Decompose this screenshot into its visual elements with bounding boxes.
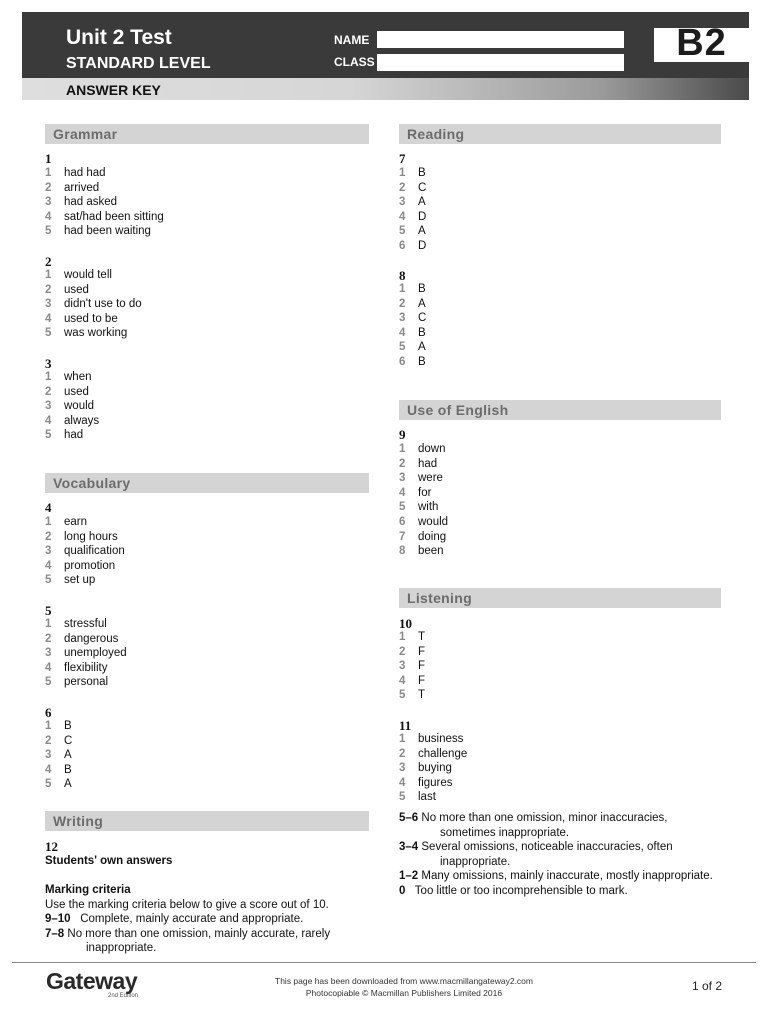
answer-row	[399, 471, 448, 486]
answer-row	[45, 734, 72, 749]
answer-row	[399, 747, 467, 762]
exercise-number: 12	[45, 839, 58, 854]
section-title: Reading	[407, 126, 465, 142]
answer-number: 5	[45, 778, 52, 791]
answer-number: 4	[45, 661, 52, 674]
answer-number: 2	[399, 645, 406, 658]
answer-row	[399, 442, 448, 457]
exercise-number: 11	[399, 718, 412, 733]
answer-row	[45, 297, 142, 312]
answer-row	[399, 776, 467, 791]
answer-number: 8	[399, 545, 406, 558]
answer-text: qualification	[64, 545, 125, 558]
answer-row	[45, 515, 125, 530]
answer-text: dangerous	[64, 632, 119, 645]
answer-text: didn't use to do	[64, 298, 142, 311]
answer-text: had	[418, 457, 438, 470]
answer-text: was working	[64, 327, 128, 340]
answer-number: 3	[399, 196, 406, 209]
exercise-number: 4	[45, 500, 52, 515]
download-notice: This page has been downloaded from www.macmillangateway2.com	[275, 976, 533, 986]
class-field[interactable]	[377, 54, 624, 71]
answer-row	[399, 166, 426, 181]
exercise-number: 10	[399, 616, 412, 631]
answer-text: for	[418, 486, 432, 499]
answer-row	[399, 181, 426, 196]
answer-list	[45, 617, 127, 690]
answer-text: would tell	[64, 269, 112, 281]
answer-number: 2	[45, 734, 52, 747]
answer-text: D	[418, 210, 427, 223]
answer-text: F	[418, 645, 426, 658]
answer-text: would	[64, 400, 95, 413]
answer-number: 3	[399, 660, 406, 673]
band-score: 0	[399, 884, 406, 897]
answer-row	[45, 530, 125, 545]
answer-text: sat/had been sitting	[64, 210, 164, 223]
section-grammar	[45, 124, 369, 144]
answer-row	[399, 355, 426, 370]
footer-divider	[12, 962, 756, 963]
section-title: Use of English	[407, 402, 509, 418]
answer-row	[45, 544, 125, 559]
answer-text: always	[64, 414, 100, 427]
answer-text: A	[64, 778, 72, 791]
answer-number: 3	[45, 298, 52, 311]
answer-row	[45, 632, 127, 647]
answer-row	[399, 515, 448, 530]
level-badge-text: B2	[676, 22, 727, 64]
section-writing	[45, 811, 369, 831]
answer-number: 2	[45, 530, 52, 543]
answer-text: set up	[64, 574, 96, 587]
header-bar	[22, 12, 749, 100]
answer-text: C	[64, 734, 73, 747]
answer-row	[399, 674, 425, 689]
answer-number: 5	[399, 225, 406, 238]
edition-label: 2nd Edition	[108, 993, 139, 999]
exercise-number: 9	[399, 427, 406, 442]
answer-row	[399, 297, 426, 312]
answer-row	[45, 646, 127, 661]
answer-text: F	[418, 660, 426, 673]
answer-number: 3	[45, 749, 52, 762]
answer-text: had	[64, 429, 84, 442]
answer-row	[45, 370, 99, 385]
answer-row	[45, 573, 125, 588]
answer-text: were	[418, 472, 443, 485]
answer-text: personal	[64, 676, 109, 689]
answer-number: 4	[45, 763, 52, 776]
answer-text: stressful	[64, 618, 107, 630]
answer-number: 6	[399, 515, 406, 528]
answer-row	[45, 414, 99, 429]
answer-text: challenge	[418, 747, 468, 760]
band-text: Many omissions, mainly inaccurate, mostly inappropriate.	[421, 870, 713, 883]
answer-text: would	[418, 515, 449, 528]
answer-row	[45, 312, 142, 327]
answer-number: 5	[45, 574, 52, 587]
answer-text: long hours	[64, 530, 118, 543]
answer-number: 5	[45, 225, 52, 238]
answer-number: 6	[399, 355, 406, 368]
answer-number: 1	[45, 720, 52, 732]
page-title: Unit 2 Test	[66, 26, 172, 49]
answer-text: F	[418, 674, 426, 687]
answer-text: had had	[64, 167, 106, 179]
band-text: Too little or too incomprehensible to mark.	[414, 884, 628, 897]
answer-text: D	[418, 239, 427, 252]
answer-number: 1	[399, 443, 406, 455]
criteria-band	[45, 912, 330, 956]
answer-number: 2	[45, 283, 52, 296]
level-badge	[654, 22, 749, 64]
answer-text: had been waiting	[64, 225, 151, 238]
band-text: No more than one omission, mainly accurate, rarely	[67, 927, 331, 940]
exercise-number: 3	[45, 356, 52, 371]
answer-number: 1	[45, 618, 52, 630]
answer-number: 1	[45, 167, 52, 179]
answer-number: 5	[45, 429, 52, 442]
answer-row	[399, 659, 425, 674]
answer-row	[399, 530, 448, 545]
answer-text: A	[64, 749, 72, 762]
answer-row	[399, 326, 426, 341]
answer-number: 4	[45, 312, 52, 325]
answer-text: used	[64, 385, 89, 398]
answer-row	[399, 688, 425, 703]
band-score: 7–8	[45, 927, 65, 940]
criteria-heading: Marking criteria	[45, 884, 131, 896]
section-listening	[399, 588, 721, 608]
exercise-number: 2	[45, 254, 52, 269]
level-label: STANDARD LEVEL	[66, 55, 211, 72]
answer-text: arrived	[64, 181, 100, 194]
answer-list	[45, 370, 99, 443]
answer-text: unemployed	[64, 647, 127, 660]
band-text: inappropriate.	[86, 942, 157, 955]
answer-text: flexibility	[64, 661, 108, 674]
answer-row	[399, 210, 426, 225]
answer-row	[45, 428, 99, 443]
answer-number: 4	[399, 326, 406, 339]
band-text: inappropriate.	[440, 855, 511, 868]
answer-row	[45, 326, 142, 341]
band-score: 3–4	[399, 841, 419, 854]
answer-number: 5	[45, 327, 52, 340]
band-text: sometimes inappropriate.	[440, 826, 570, 839]
answer-number: 2	[45, 181, 52, 194]
answer-text: T	[418, 689, 426, 702]
answer-row	[399, 645, 425, 660]
students-answers: Students' own answers	[45, 855, 173, 867]
answer-number: 2	[399, 181, 406, 194]
name-field[interactable]	[377, 31, 624, 48]
band-text: Several omissions, noticeable inaccuracies, often	[421, 841, 673, 854]
answer-row	[399, 790, 467, 805]
band-text: Complete, mainly accurate and appropriate.	[80, 913, 304, 925]
answer-text: promotion	[64, 559, 116, 572]
answer-row	[45, 777, 72, 792]
answer-number: 5	[399, 689, 406, 702]
exercise-number: 7	[399, 151, 406, 166]
answer-number: 1	[399, 631, 406, 643]
section-title: Listening	[407, 590, 472, 606]
answer-number: 3	[45, 647, 52, 660]
band-text: No more than one omission, minor inaccuracies,	[421, 812, 668, 824]
answer-row	[45, 661, 127, 676]
criteria-intro: Use the marking criteria below to give a score out of 10.	[45, 899, 329, 911]
answer-key-label: ANSWER KEY	[66, 82, 161, 98]
band-score: 5–6	[399, 812, 419, 824]
answer-text: B	[418, 326, 426, 339]
answer-number: 2	[45, 385, 52, 398]
answer-number: 4	[399, 486, 406, 499]
answer-row	[399, 282, 426, 297]
answer-row	[45, 268, 142, 283]
section-reading	[399, 124, 721, 144]
answer-number: 5	[45, 676, 52, 689]
answer-text: used	[64, 283, 89, 296]
answer-number: 2	[399, 297, 406, 310]
answer-list	[399, 442, 448, 559]
exercise-number: 8	[399, 268, 406, 283]
answer-row	[399, 311, 426, 326]
answer-number: 4	[399, 674, 406, 687]
name-label: NAME	[334, 33, 370, 47]
section-title: Writing	[53, 813, 104, 829]
answer-text: business	[418, 733, 464, 745]
answer-number: 3	[45, 400, 52, 413]
answer-text: A	[418, 297, 426, 310]
answer-row	[399, 486, 448, 501]
answer-list	[45, 166, 164, 239]
answer-text: B	[418, 167, 426, 179]
answer-row	[45, 224, 164, 239]
section-title: Grammar	[53, 126, 118, 142]
class-label: CLASS	[334, 55, 375, 69]
answer-number: 4	[399, 776, 406, 789]
answer-row	[45, 763, 72, 778]
answer-list	[45, 719, 72, 792]
answer-number: 2	[45, 632, 52, 645]
gateway-logo: Gateway	[46, 968, 138, 994]
exercise-number: 6	[45, 705, 52, 720]
page-number: 1 of 2	[692, 979, 723, 993]
answer-row	[399, 500, 448, 515]
answer-number: 4	[399, 210, 406, 223]
answer-row	[399, 195, 426, 210]
section-vocabulary	[45, 473, 369, 493]
answer-list	[399, 630, 425, 703]
answer-row	[45, 181, 164, 196]
exercise-number: 5	[45, 603, 52, 618]
answer-text: down	[418, 443, 446, 455]
answer-text: with	[418, 501, 439, 514]
section-use-of-english	[399, 400, 721, 420]
answer-text: used to be	[64, 312, 118, 325]
exercise-number: 1	[45, 151, 52, 166]
answer-row	[399, 630, 425, 645]
answer-number: 5	[399, 341, 406, 354]
answer-text: earn	[64, 516, 88, 528]
answer-text: had asked	[64, 196, 118, 209]
answer-row	[45, 559, 125, 574]
answer-number: 2	[399, 457, 406, 470]
answer-number: 1	[45, 516, 52, 528]
answer-number: 4	[45, 210, 52, 223]
answer-number: 6	[399, 239, 406, 252]
band-score: 1–2	[399, 870, 419, 883]
answer-text: when	[64, 371, 92, 383]
answer-text: A	[418, 225, 426, 238]
answer-number: 4	[45, 414, 52, 427]
answer-number: 3	[45, 196, 52, 209]
answer-row	[45, 719, 72, 734]
answer-row	[399, 224, 426, 239]
answer-text: B	[418, 283, 426, 295]
answer-text: last	[418, 791, 436, 804]
answer-list	[45, 268, 142, 341]
answer-row	[399, 340, 426, 355]
criteria-band-list	[399, 811, 729, 899]
answer-number: 1	[399, 283, 406, 295]
answer-number: 4	[45, 559, 52, 572]
answer-row	[399, 457, 448, 472]
answer-text: been	[418, 545, 444, 558]
answer-text: B	[64, 720, 72, 732]
answer-list	[399, 732, 467, 805]
band-score: 9–10	[45, 913, 71, 925]
answer-row	[45, 675, 127, 690]
answer-number: 1	[399, 167, 406, 179]
answer-list	[399, 166, 426, 254]
answer-number: 5	[399, 501, 406, 514]
answer-row	[399, 732, 467, 747]
answer-list	[45, 515, 125, 588]
answer-text: T	[418, 631, 426, 643]
answer-row	[45, 385, 99, 400]
answer-row	[45, 283, 142, 298]
answer-text: A	[418, 196, 426, 209]
answer-text: A	[418, 341, 426, 354]
answer-number: 3	[399, 762, 406, 775]
answer-row	[399, 544, 448, 559]
answer-row	[45, 399, 99, 414]
answer-number: 1	[45, 371, 52, 383]
answer-row	[399, 239, 426, 254]
answer-number: 1	[45, 269, 52, 281]
answer-number: 3	[45, 545, 52, 558]
answer-text: C	[418, 312, 427, 325]
answer-row	[45, 617, 127, 632]
answer-row	[399, 761, 467, 776]
answer-list	[399, 282, 426, 370]
answer-number: 7	[399, 530, 406, 543]
answer-number: 2	[399, 747, 406, 760]
answer-number: 3	[399, 472, 406, 485]
answer-text: C	[418, 181, 427, 194]
answer-row	[45, 166, 164, 181]
answer-number: 5	[399, 791, 406, 804]
answer-text: B	[64, 763, 72, 776]
answer-text: B	[418, 355, 426, 368]
answer-row	[45, 210, 164, 225]
answer-text: doing	[418, 530, 447, 543]
answer-text: buying	[418, 762, 452, 775]
copyright-notice: Photocopiable © Macmillan Publishers Limited 2016	[305, 988, 503, 998]
section-title: Vocabulary	[53, 475, 131, 491]
answer-row	[45, 195, 164, 210]
answer-number: 3	[399, 312, 406, 325]
answer-number: 1	[399, 733, 406, 745]
answer-text: figures	[418, 776, 453, 789]
answer-row	[45, 748, 72, 763]
